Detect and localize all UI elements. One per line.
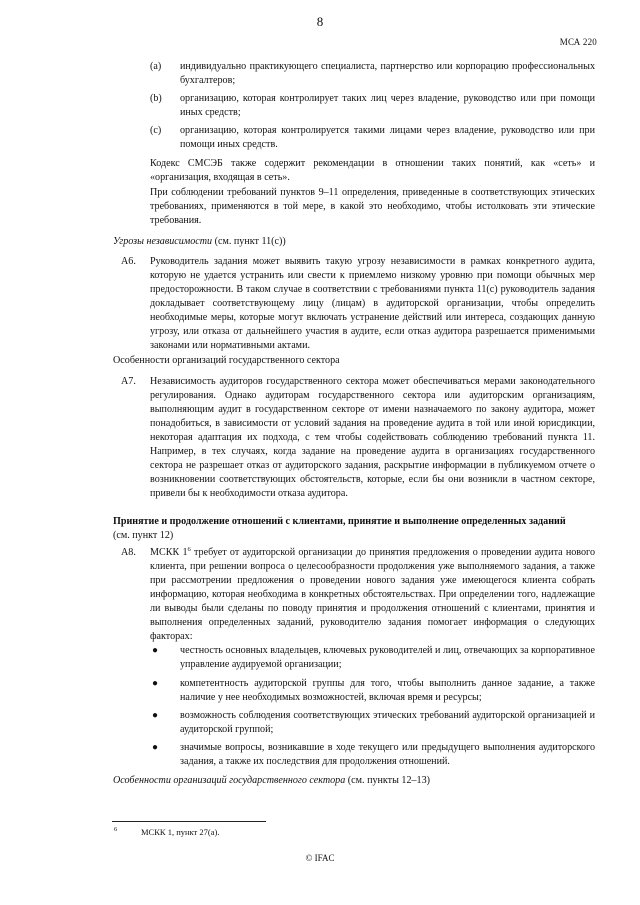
bullet-icon: ●	[152, 645, 159, 656]
list-item-label: (a)	[150, 61, 162, 72]
bullet-icon: ●	[152, 678, 159, 689]
paragraph-a8: МСКК $1^6$ требует от аудиторской организации до принятия предложения о проведении аудита нового клиента, при решении вопроса о целесообразности продолжения уже выполняемого задания, а также при рассмотрении предложения о проведении нового задания уже имеющегося клиента собрать информацию, которая необходима в конкретных обстоятельствах. При определении того, надлежащие ли выводы были сделаны по поводу принятия и продолжения отношений с клиентами, принятия и выполнения определенных заданий, руководителю задания помогает информация о следующих факторах:	[150, 546, 595, 642]
section-heading-public-sector-2: Особенности организаций государственного сектора (см. пункты 12–13)	[113, 775, 430, 786]
list-item: возможность соблюдения соответствующих этических требований аудиторской организацией и аудиторской группой;	[180, 710, 595, 735]
section-heading-threats: Угрозы независимости (см. пункт 11(c))	[113, 236, 286, 247]
list-item-label: (c)	[150, 125, 162, 136]
paragraph-code: Кодекс СМСЭБ также содержит рекомендации в отношении таких понятий, как «сеть» и «организация, входящая в сеть».	[150, 158, 595, 183]
footnote-reference: 6	[187, 546, 191, 553]
paragraph-compliance: При соблюдении требований пунктов 9–11 определения, приведенные в соответствующих этических требованиях, применяются в той мере, в какой это необходимо, чтобы истолковать эти этические требования.	[150, 187, 595, 226]
list-item-text: организацию, которая контролируется такими лицами через владение, руководство или при помощи иных средств.	[180, 125, 595, 150]
footnote-text: МСКК 1, пункт 27(a).	[141, 827, 220, 837]
bullet-icon: ●	[152, 742, 159, 753]
paragraph-label-a6: A6.	[121, 256, 136, 267]
paragraph-a6: Руководитель задания может выявить такую угрозу независимости в рамках конкретного аудита, которую не удается устранить или свести к приемлемо низкому уровню при помощи обычных мер предосторожности. В таком случае в соответствии с требованиями пункта 11(c) руководитель задания докладывает соответствующему лицу (лицам) в аудиторской организации, чтобы определить необходимые меры, которые могут включать устранение действий или интереса, создающих данную угрозу, или отказа от дальнейшего участия в аудите, если отказ аудитора разрешается применимыми законами или нормативными актами.	[150, 256, 595, 351]
list-item: компетентность аудиторской группы для того, чтобы выполнить данное задание, а также наличие у нее необходимых возможностей, включая время и ресурсы;	[180, 678, 595, 703]
page-number: 8	[316, 14, 324, 29]
footnote-divider	[112, 821, 266, 822]
bullet-icon: ●	[152, 710, 159, 721]
section-heading-acceptance: Принятие и продолжение отношений с клиентами, принятие и выполнение определенных заданий	[113, 516, 566, 527]
paragraph-a7: Независимость аудиторов государственного сектора может обеспечиваться мерами законодательного регулирования. Однако аудиторам государственного сектора или аудиторским организациям, выполняющим аудит в государственном секторе от имени назначаемого по закону аудитора, может понадобиться, в зависимости от условий задания на проведение аудита в той или иной юрисдикции, некоторая адаптация их подхода, с тем чтобы содействовать соблюдению требований пункта 11. Например, в тех случаях, когда задание на проведение аудита в организациях государственного сектора не разрешает отказ от аудиторского задания, раскрытие информации в публикуемом отчете о возникновении соответствующих обстоятельств, которые, если бы они возникли в частном секторе, привели бы к необходимости отказа аудитора.	[150, 376, 595, 499]
footnote-number: 6	[114, 826, 118, 833]
list-item-label: (b)	[150, 93, 162, 104]
list-item: честность основных владельцев, ключевых руководителей и лиц, отвечающих за корпоративное управление аудируемой организации;	[180, 645, 595, 670]
paragraph-label-a8: A8.	[121, 547, 136, 558]
section-heading-acceptance-ref: (см. пункт 12)	[113, 530, 174, 541]
list-item-text: индивидуально практикующего специалиста, партнерство или корпорацию профессиональных бухгалтеров;	[180, 61, 595, 86]
section-heading-public-sector: Особенности организаций государственного сектора	[113, 355, 340, 366]
page-footer: © IFAC	[305, 853, 335, 863]
paragraph-label-a7: A7.	[121, 376, 136, 387]
header-standard-ref: МСА 220	[559, 37, 597, 47]
list-item-text: организацию, которая контролирует таких лиц через владение, руководство или при помощи иных средств;	[180, 93, 595, 118]
list-item: значимые вопросы, возникавшие в ходе текущего или предыдущего выполнения аудиторского задания, а также их последствия для продолжения отношений.	[180, 742, 595, 767]
